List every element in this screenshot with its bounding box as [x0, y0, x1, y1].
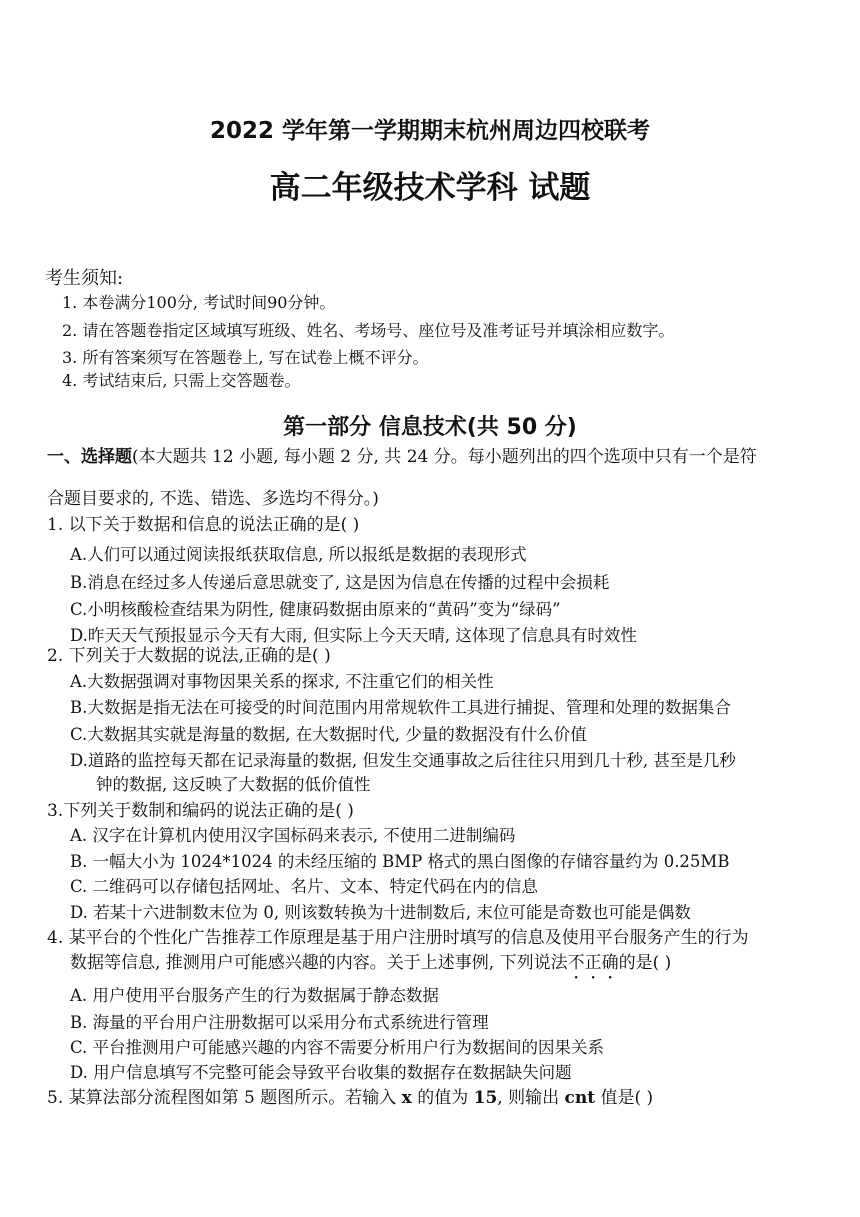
question-2-option-d-continued: 钟的数据, 这反映了大数据的低价值性 [96, 775, 371, 794]
emphasis-char-correct-2: 确 [601, 953, 619, 973]
section-label: 一、选择题 [47, 447, 132, 467]
question-1-option-b: B.消息在经过多人传递后意思就变了, 这是因为信息在传播的过程中会损耗 [70, 573, 610, 592]
question-5-stem [47, 1083, 653, 1108]
question-5-text-a: 5. 某算法部分流程图如第 5 题图所示。若输入 [47, 1088, 402, 1108]
section-header-line1 [47, 442, 757, 467]
question-5-text-b: 的值为 [411, 1088, 474, 1108]
question-5-value-15: 15 [473, 1088, 498, 1108]
question-3-option-d: D. 若某十六进制数末位为 0, 则该数转换为十进制数后, 末位可能是奇数也可能是偶数 [70, 903, 691, 922]
question-3-option-c: C. 二维码可以存储包括网址、名片、文本、特定代码在内的信息 [70, 877, 539, 896]
exam-title-line2: 高二年级技术学科 试题 [269, 170, 591, 206]
emphasis-char-not: 不 [567, 953, 585, 973]
question-3-option-a: A. 汉字在计算机内使用汉字国标码来表示, 不使用二进制编码 [70, 826, 516, 845]
notice-item-2: 2. 请在答题卷指定区域填写班级、姓名、考场号、座位号及准考证号并填涂相应数字。 [62, 321, 675, 340]
section-header-line2: 合题目要求的, 不选、错选、多选均不得分。) [47, 489, 379, 509]
emphasis-char-correct-1: 正 [584, 953, 602, 973]
question-5-text-c: , 则输出 [497, 1088, 565, 1108]
question-1-option-c: C.小明核酸检查结果为阴性, 健康码数据由原来的“黄码”变为“绿码” [70, 600, 561, 619]
notice-item-3: 3. 所有答案须写在答题卷上, 写在试卷上概不评分。 [62, 348, 429, 367]
question-2-stem: 2. 下列关于大数据的说法,正确的是( ) [47, 646, 331, 666]
notice-item-4: 4. 考试结束后, 只需上交答题卷。 [62, 371, 301, 390]
question-5-var-cnt: cnt [564, 1088, 596, 1108]
question-4-stem-line1: 4. 某平台的个性化广告推荐工作原理是基于用户注册时填写的信息及使用平台服务产生的行为 [47, 928, 749, 948]
question-5-var-x: x [401, 1088, 412, 1108]
question-4-stem-line2 [70, 948, 671, 973]
notice-item-1: 1. 本卷满分100分, 考试时间90分钟。 [62, 293, 336, 312]
notice-heading: 考生须知: [45, 268, 124, 289]
question-2-option-c: C.大数据其实就是海量的数据, 在大数据时代, 少量的数据没有什么价值 [70, 725, 587, 744]
question-4-option-a: A. 用户使用平台服务产生的行为数据属于静态数据 [70, 986, 439, 1005]
question-5-text-d: 值是( ) [595, 1088, 654, 1108]
question-2-option-a: A.大数据强调对事物因果关系的探求, 不注重它们的相关性 [70, 672, 494, 691]
question-2-option-d: D.道路的监控每天都在记录海量的数据, 但发生交通事故之后往往只用到几十秒, 甚至是几秒 [70, 751, 736, 770]
question-3-option-b: B. 一幅大小为 1024*1024 的未经压缩的 BMP 格式的黑白图像的存储容量约为 0.25MB [70, 852, 730, 871]
part1-title: 第一部分 信息技术(共 50 分) [283, 415, 577, 440]
question-1-option-d: D.昨天天气预报显示今天有大雨, 但实际上今天天晴, 这体现了信息具有时效性 [70, 626, 637, 645]
question-3-stem: 3.下列关于数制和编码的说法正确的是( ) [47, 801, 354, 821]
question-4-option-c: C. 平台推测用户可能感兴趣的内容不需要分析用户行为数据间的因果关系 [70, 1038, 605, 1057]
question-4-option-d: D. 用户信息填写不完整可能会导致平台收集的数据存在数据缺失问题 [70, 1063, 572, 1082]
question-1-option-a: A.人们可以通过阅读报纸获取信息, 所以报纸是数据的表现形式 [70, 545, 527, 564]
section-description: (本大题共 12 小题, 每小题 2 分, 共 24 分。每小题列出的四个选项中只有一个是符 [132, 447, 757, 467]
question-4-stem-text: 数据等信息, 推测用户可能感兴趣的内容。关于上述事例, 下列说法 [70, 953, 568, 973]
question-4-stem-tail: 的是( ) [618, 953, 672, 973]
question-1-stem: 1. 以下关于数据和信息的说法正确的是( ) [47, 515, 360, 535]
exam-title-line1: 2022 学年第一学期期末杭州周边四校联考 [209, 118, 651, 144]
question-2-option-b: B.大数据是指无法在可接受的时间范围内用常规软件工具进行捕捉、管理和处理的数据集合 [70, 698, 731, 717]
question-4-option-b: B. 海量的平台用户注册数据可以采用分布式系统进行管理 [70, 1013, 489, 1032]
